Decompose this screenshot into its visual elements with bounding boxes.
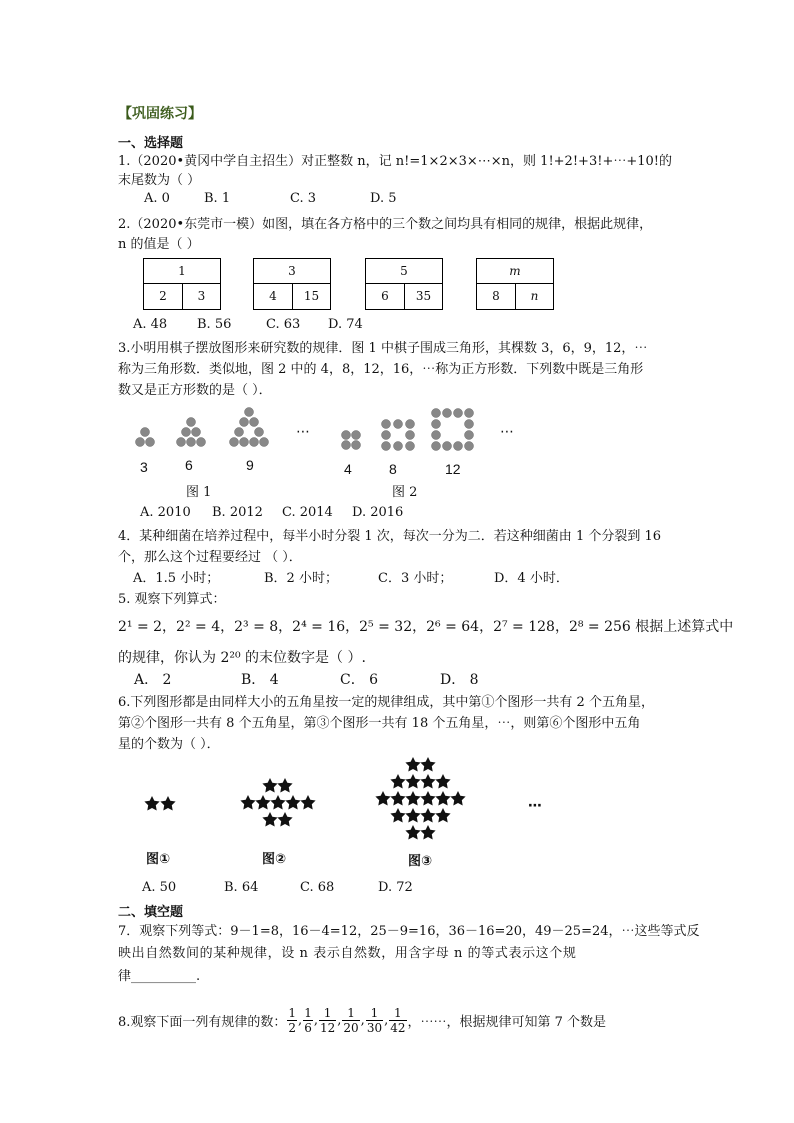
counter-dot [432, 409, 441, 418]
q1-option-c: C. 3 [290, 191, 317, 206]
q8-prefix: 8.观察下面一列有规律的数： [118, 1015, 287, 1030]
q5-option-d: D． 8 [440, 672, 479, 688]
q1-line2: 末尾数为（ ） [118, 173, 201, 188]
counter-dot [352, 441, 361, 450]
counter-dot [197, 438, 206, 447]
denominator: 20 [343, 1021, 359, 1035]
counter-dot [443, 409, 452, 418]
counter-dot [465, 442, 474, 451]
fig2-caption: 图 2 [392, 485, 418, 500]
q1-option-b: B. 1 [204, 191, 231, 206]
star-icon [405, 808, 420, 823]
counter-dot [352, 431, 361, 440]
q5-title: 5. 观察下列算式： [118, 592, 226, 607]
star-icon [390, 791, 405, 806]
counter-dot [382, 420, 391, 429]
q1-line1: 1.（2020•黄冈中学自主招生）对正整数 n，记 n!=1×2×3×⋯×n，则 1!+2!+3!+⋯+10!的 [118, 154, 672, 169]
q5-option-b: B． 4 [241, 672, 279, 688]
star-icon [390, 808, 405, 823]
q6-line1: 6.下列图形都是由同样大小的五角星按一定的规律组成，其中第①个图形一共有 2 个五角星， [118, 695, 654, 710]
q3-option-b: B. 2012 [212, 505, 263, 520]
star-icon [405, 791, 420, 806]
q3-line3: 数又是正方形数的是（ ）． [118, 383, 272, 398]
q2-option-d: D. 74 [328, 317, 363, 332]
q5-option-a: A． 2 [134, 672, 172, 688]
q3-option-a: A. 2010 [140, 505, 191, 520]
counter-dot [432, 420, 441, 429]
counter-dot [240, 438, 249, 447]
stars-figures [130, 750, 550, 870]
fraction [366, 1006, 383, 1035]
q5-option-c: C． 6 [340, 672, 379, 688]
star-icon [255, 795, 270, 810]
counter-dot [394, 442, 403, 451]
q6-option-c: C. 68 [300, 880, 335, 895]
numerator: 1 [342, 1006, 359, 1021]
stars-caption-3: 图③ [408, 853, 433, 868]
fraction [319, 1006, 336, 1035]
star-icon [375, 791, 390, 806]
star-icon [420, 825, 435, 840]
star-icon [285, 795, 300, 810]
number-box-4 [476, 258, 554, 310]
counter-dot [141, 428, 150, 437]
denominator: 42 [390, 1021, 406, 1035]
q6-option-d: D. 72 [378, 880, 413, 895]
q6-line2: 第②个图形一共有 8 个五角星，第③个图形一共有 18 个五角星，⋯，则第⑥个图形中五角 [118, 716, 641, 731]
counter-dot [454, 442, 463, 451]
q4-option-c: C．3 小时； [378, 571, 453, 586]
counter-dot [146, 438, 155, 447]
counter-dot [192, 428, 201, 437]
star-icon [420, 808, 435, 823]
counter-dot [465, 420, 474, 429]
stars-ellipsis: ⋯ [528, 797, 542, 813]
star-icon [270, 795, 285, 810]
star-icon [420, 791, 435, 806]
numerator: 1 [366, 1006, 383, 1021]
fraction [303, 1006, 313, 1035]
q3-option-c: C. 2014 [282, 505, 333, 520]
q6-line3: 星的个数为（ ）． [118, 737, 220, 752]
star-icon [262, 778, 277, 793]
counter-dot [136, 438, 145, 447]
fig1-ellipsis: ⋯ [296, 423, 310, 439]
q6-option-b: B. 64 [224, 880, 259, 895]
denominator: 6 [304, 1021, 312, 1035]
star-icon [450, 791, 465, 806]
fraction [389, 1006, 406, 1035]
stars-caption-2: 图② [262, 851, 287, 866]
counter-dot [465, 409, 474, 418]
counter-dot [342, 431, 351, 440]
q4-option-d: D．4 小时． [494, 571, 569, 586]
q1-option-a: A. 0 [144, 191, 170, 206]
counter-dot [394, 420, 403, 429]
counter-dot [245, 408, 254, 417]
numerator: 1 [304, 1006, 312, 1020]
fig2-ellipsis: ⋯ [500, 423, 514, 439]
counter-dot [250, 438, 259, 447]
counter-dot [443, 442, 452, 451]
box-left: 8 [477, 284, 516, 309]
numerator: 1 [389, 1006, 406, 1021]
box-top: 3 [254, 259, 330, 284]
q1-option-d: D. 5 [370, 191, 397, 206]
q8-line: 8.观察下面一列有规律的数： $\frac{1}{2}$ , $\frac{1}{6}$ , $\frac{1}{12}$ , $\frac{1}{20}$ , $\frac{1}{30}$ , $\frac{1}{42}$ ，⋯⋯，根据规律可知第 7 个数是 [118, 1006, 607, 1035]
counter-dot [465, 431, 474, 440]
box-right: 35 [415, 289, 432, 303]
section-title-fill: 二、填空题 [118, 905, 184, 920]
counter-dot [182, 428, 191, 437]
q4-line1: 4．某种细菌在培养过程中，每半小时分裂 1 次，每次一分为二．若这种细菌由 1 个分裂到 16 [118, 529, 662, 544]
counter-dot [177, 438, 186, 447]
counter-dot [255, 428, 264, 437]
stars-caption-1: 图① [146, 851, 171, 866]
counter-dot [406, 442, 415, 451]
denominator: 12 [319, 1021, 336, 1035]
q3-option-d: D. 2016 [352, 505, 404, 520]
counter-dot [240, 418, 249, 427]
counter-dot [382, 431, 391, 440]
q7-line3: 律__________. [118, 969, 201, 984]
number-box-1 [143, 258, 221, 310]
q3-line2: 称为三角形数．类似地，图 2 中的 4，8，12，16，⋯称为正方形数．下列数中既是三角形 [118, 362, 644, 377]
numerator: 1 [319, 1006, 336, 1021]
counter-dot [454, 409, 463, 418]
fig2-label-4: 4 [344, 461, 352, 477]
star-icon [277, 778, 292, 793]
box-right: 15 [303, 289, 320, 303]
fig1-label-3: 3 [140, 459, 148, 475]
star-icon [405, 825, 420, 840]
q8-suffix: ，⋯⋯，根据规律可知第 7 个数是 [407, 1015, 607, 1030]
star-icon [390, 774, 405, 789]
counter-dot [187, 418, 196, 427]
q5-line3: 的规律，你认为 2²⁰ 的末位数字是（ ）. [118, 650, 366, 666]
counter-dot [406, 420, 415, 429]
fig1-label-6: 6 [185, 457, 193, 473]
section-heading: 【巩固练习】 [118, 106, 202, 122]
q2-line1: 2.（2020•东莞市一模）如图，填在各方格中的三个数之间均具有相同的规律，根据此规律， [118, 217, 653, 232]
box-top: 5 [366, 259, 442, 284]
star-icon [435, 808, 450, 823]
counter-dot [342, 441, 351, 450]
star-icon [405, 774, 420, 789]
counter-dot [432, 431, 441, 440]
box-left: 4 [254, 284, 293, 309]
box-right: 3 [197, 289, 206, 303]
section-title-choice: 一、选择题 [118, 136, 184, 151]
box-right: n [530, 289, 539, 303]
star-icon [262, 812, 277, 827]
counter-dot [235, 428, 244, 437]
fraction [342, 1006, 359, 1035]
q3-line1: 3.小明用棋子摆放图形来研究数的规律．图 1 中棋子围成三角形，其棵数 3，6，9，12，⋯ [118, 341, 648, 356]
fig1-caption: 图 1 [186, 485, 212, 500]
counter-dot [406, 431, 415, 440]
fig2-label-8: 8 [389, 461, 397, 477]
box-left: 2 [144, 284, 183, 309]
numerator: 1 [288, 1006, 297, 1020]
star-icon [420, 774, 435, 789]
number-box-3 [365, 258, 443, 310]
fig1-label-9: 9 [246, 457, 254, 473]
counter-dot [230, 438, 239, 447]
star-icon [405, 757, 420, 772]
star-icon [435, 791, 450, 806]
q4-option-b: B．2 小时； [264, 571, 338, 586]
box-left: 6 [366, 284, 405, 309]
star-icon [160, 796, 175, 811]
star-icon [300, 795, 315, 810]
counters-figures [125, 400, 525, 500]
fraction [287, 1006, 297, 1035]
q6-option-a: A. 50 [142, 880, 177, 895]
q4-line2: 个，那么这个过程要经过 （ ）． [118, 550, 302, 565]
q2-option-c: C. 63 [266, 317, 301, 332]
q2-option-a: A. 48 [133, 317, 168, 332]
denominator: 30 [366, 1021, 383, 1035]
number-box-2 [253, 258, 331, 310]
counter-dot [432, 442, 441, 451]
q7-line2: 映出自然数间的某种规律，设 n 表示自然数，用含字母 n 的等式表示这个规 [118, 946, 577, 961]
q2-line2: n 的值是（ ） [118, 237, 200, 252]
denominator: 2 [288, 1021, 297, 1035]
counter-dot [382, 442, 391, 451]
box-top: m [477, 259, 553, 284]
fig2-label-12: 12 [445, 461, 461, 477]
counter-dot [260, 438, 269, 447]
star-icon [277, 812, 292, 827]
q2-option-b: B. 56 [197, 317, 232, 332]
star-icon [144, 796, 159, 811]
star-icon [435, 774, 450, 789]
counter-dot [250, 418, 259, 427]
box-top: 1 [144, 259, 220, 284]
q7-line1: 7．观察下列等式：9－1=8，16－4=12，25－9=16，36－16=20，49－25=24，⋯这些等式反 [118, 924, 700, 939]
star-icon [240, 795, 255, 810]
q5-formula: 2¹ = 2，2² = 4，2³ = 8，2⁴ = 16，2⁵ = 32，2⁶ = 64，2⁷ = 128，2⁸ = 256 根据上述算式中 [118, 619, 734, 635]
star-icon [420, 757, 435, 772]
q4-option-a: A．1.5 小时； [133, 571, 220, 586]
counter-dot [187, 438, 196, 447]
